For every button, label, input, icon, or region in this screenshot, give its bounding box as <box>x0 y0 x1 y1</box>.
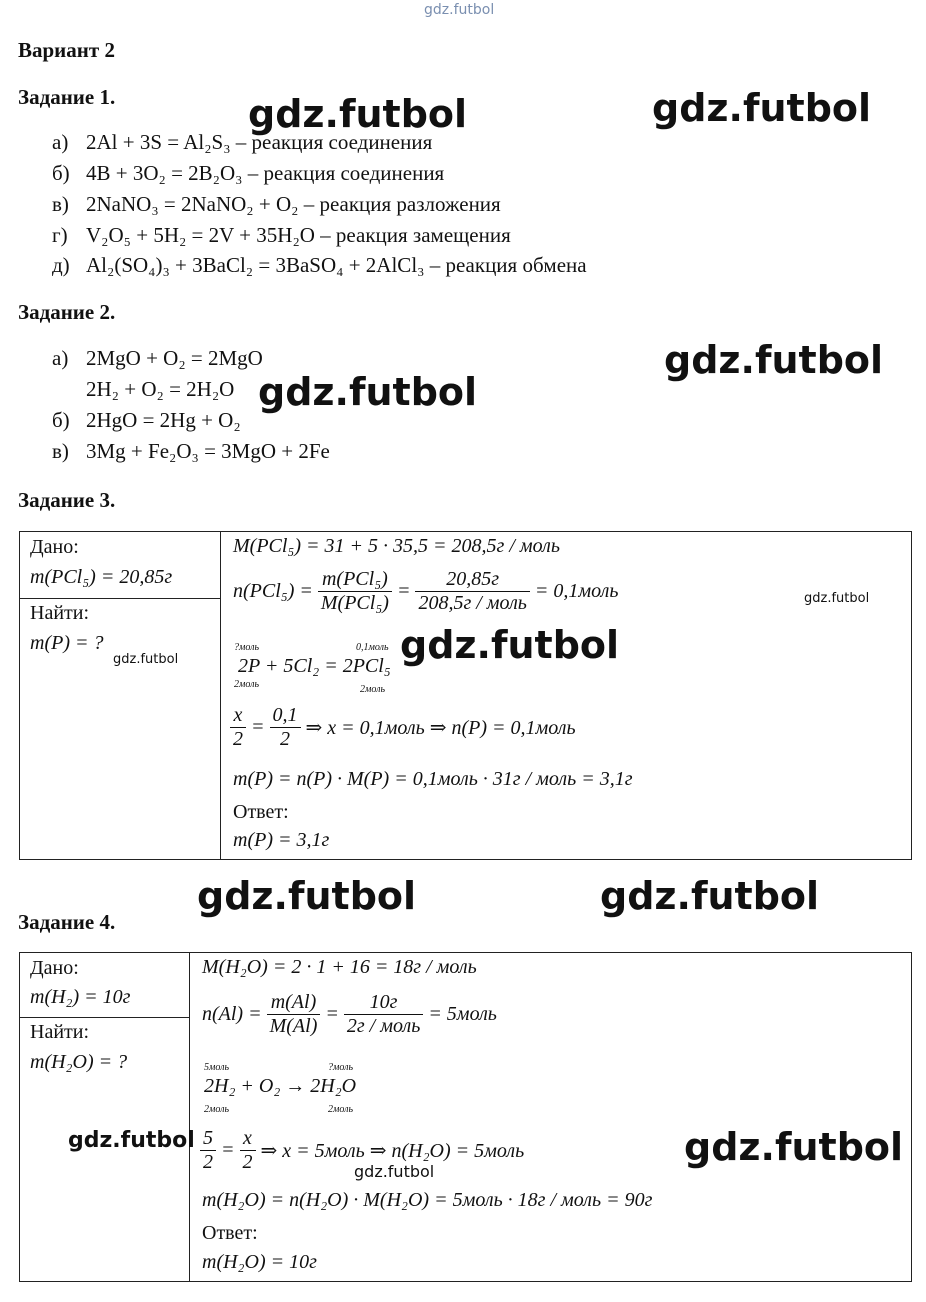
numerator: 5 <box>200 1127 216 1151</box>
task3-given-divider <box>19 598 220 599</box>
task4-given-label: Дано: <box>30 957 79 979</box>
task4-answer: m(H₂O) = 10г <box>202 1251 317 1273</box>
reaction-above-right: ?моль <box>328 1062 354 1073</box>
task4-given: m(H₂) = 10г <box>30 986 131 1008</box>
numerator: 0,1 <box>270 704 301 728</box>
denominator: 208,5г / моль <box>418 592 527 614</box>
task2-item-b <box>52 408 241 433</box>
item-label: б) <box>52 408 70 432</box>
numerator: m(Al) <box>267 991 321 1015</box>
watermark[interactable]: gdz.futbol <box>197 874 417 918</box>
fraction <box>270 704 301 751</box>
denominator: 2 <box>242 1151 253 1173</box>
equation: 4B + 3O₂ = 2B₂O₃ – реакция соединения <box>86 161 445 185</box>
task2-item-c <box>52 439 330 464</box>
proportion-result: ⇒ x = 5моль ⇒ n(H₂O) = 5моль <box>260 1140 525 1162</box>
item-label: д) <box>52 253 70 277</box>
task3-find: m(P) = ? <box>30 632 104 654</box>
task4-divider <box>189 952 190 1281</box>
watermark[interactable]: gdz.futbol <box>68 1128 195 1153</box>
watermark[interactable]: gdz.futbol <box>804 591 870 606</box>
task3-title: Задание 3. <box>18 488 116 512</box>
equals: = <box>251 716 265 738</box>
item-label: б) <box>52 161 70 185</box>
equation: 2NaNO₃ = 2NaNO₂ + O₂ – реакция разложения <box>86 192 501 216</box>
task4-title: Задание 4. <box>18 910 116 934</box>
moles-fraction-numeric <box>344 991 423 1038</box>
watermark[interactable]: gdz.futbol <box>600 874 820 918</box>
item-label: в) <box>52 192 69 216</box>
task4-answer-label: Ответ: <box>202 1222 258 1244</box>
moles-fraction-symbolic <box>318 568 392 615</box>
denominator: M(Al) <box>269 1015 318 1037</box>
task2-item-a <box>52 346 263 371</box>
fraction <box>230 704 246 751</box>
moles-fraction-numeric <box>415 568 529 615</box>
variant-title: Вариант 2 <box>18 38 115 62</box>
task3-divider <box>220 531 221 859</box>
item-label: а) <box>52 346 69 370</box>
task4-reaction: 2H₂ + O₂ → 2H₂O <box>204 1075 357 1097</box>
task1-item-e <box>52 253 587 278</box>
watermark-top[interactable]: gdz.futbol <box>424 2 495 18</box>
item-label: г) <box>52 223 68 247</box>
watermark[interactable]: gdz.futbol <box>400 623 620 667</box>
equation: 3Mg + Fe₂O₃ = 3MgO + 2Fe <box>86 439 330 463</box>
task4-given-divider <box>19 1017 189 1018</box>
proportion-result: ⇒ x = 0,1моль ⇒ n(P) = 0,1моль <box>305 717 576 739</box>
equals: = <box>325 1003 339 1025</box>
reaction-below-left: 2моль <box>234 679 260 690</box>
reaction-above-right: 0,1моль <box>356 642 389 653</box>
watermark[interactable]: gdz.futbol <box>258 370 478 414</box>
item-label: а) <box>52 130 69 154</box>
reaction-below-right: 2моль <box>360 684 386 695</box>
task1-item-b <box>52 161 444 186</box>
task3-given-label: Дано: <box>30 536 79 558</box>
task3-answer: m(P) = 3,1г <box>233 829 330 851</box>
fraction <box>200 1127 216 1174</box>
task1-title: Задание 1. <box>18 85 116 109</box>
watermark[interactable]: gdz.futbol <box>664 338 884 382</box>
task3-molar-mass: M(PCl₅) = 31 + 5 · 35,5 = 208,5г / моль <box>233 535 560 557</box>
item-label: в) <box>52 439 69 463</box>
equation: 2HgO = 2Hg + O₂ <box>86 408 241 432</box>
reaction-above-left: 5моль <box>204 1062 230 1073</box>
task2-title: Задание 2. <box>18 300 116 324</box>
numerator: 20,85г <box>415 568 529 592</box>
task3-mass: m(P) = n(P) · M(P) = 0,1моль · 31г / моль = 3,1г <box>233 768 633 790</box>
moles-fraction-symbolic <box>267 991 321 1038</box>
watermark[interactable]: gdz.futbol <box>652 86 872 130</box>
denominator: 2г / моль <box>346 1015 421 1037</box>
moles-result: = 5моль <box>428 1003 497 1025</box>
denominator: 2 <box>280 728 290 750</box>
equals: = <box>396 580 411 602</box>
task3-find-label: Найти: <box>30 602 90 624</box>
equation: 2H₂ + O₂ = 2H₂O <box>86 377 235 401</box>
equation: 2Al + 3S = Al₂S₃ – реакция соединения <box>86 130 433 154</box>
denominator: M(PCl₅) <box>320 592 389 614</box>
task4-find: m(H₂O) = ? <box>30 1051 128 1073</box>
moles-lhs: n(Al) = <box>202 1003 262 1025</box>
equals: = <box>221 1139 235 1161</box>
numerator: m(PCl₅) <box>318 568 392 592</box>
equation: V₂O₅ + 5H₂ = 2V + 35H₂O – реакция замещения <box>86 223 511 247</box>
watermark[interactable]: gdz.futbol <box>354 1162 435 1181</box>
task3-given: m(PCl₅) = 20,85г <box>30 566 173 588</box>
denominator: 2 <box>203 1151 213 1173</box>
moles-lhs: n(PCl₅) = <box>233 580 313 602</box>
task4-molar-mass: M(H₂O) = 2 · 1 + 16 = 18г / моль <box>202 956 477 978</box>
reaction-below-right: 2моль <box>328 1104 354 1115</box>
task3-moles-calc <box>233 568 618 615</box>
moles-result: = 0,1моль <box>534 580 619 602</box>
task3-proportion <box>230 704 576 751</box>
numerator: 10г <box>344 991 423 1015</box>
reaction-below-left: 2моль <box>204 1104 230 1115</box>
denominator: 2 <box>233 728 243 750</box>
watermark[interactable]: gdz.futbol <box>113 652 179 667</box>
equation: 2MgO + O₂ = 2MgO <box>86 346 263 370</box>
watermark[interactable]: gdz.futbol <box>248 92 468 136</box>
equation: Al₂(SO₄)₃ + 3BaCl₂ = 3BaSO₄ + 2AlCl₃ – реакция обмена <box>86 253 587 277</box>
task3-answer-label: Ответ: <box>233 801 289 823</box>
numerator: x <box>240 1127 256 1151</box>
task4-moles-calc <box>202 991 497 1038</box>
numerator: x <box>230 704 246 728</box>
fraction <box>240 1127 256 1174</box>
task2-item-a2 <box>52 377 234 402</box>
task3-reaction: 2P + 5Cl₂ = 2PCl₅ <box>238 655 391 677</box>
task1-item-c <box>52 192 501 217</box>
task4-mass: m(H₂O) = n(H₂O) · M(H₂O) = 5моль · 18г / моль = 90г <box>202 1189 653 1211</box>
watermark[interactable]: gdz.futbol <box>684 1125 904 1169</box>
reaction-above-left: ?моль <box>234 642 260 653</box>
task4-find-label: Найти: <box>30 1021 90 1043</box>
task1-item-d <box>52 223 511 248</box>
